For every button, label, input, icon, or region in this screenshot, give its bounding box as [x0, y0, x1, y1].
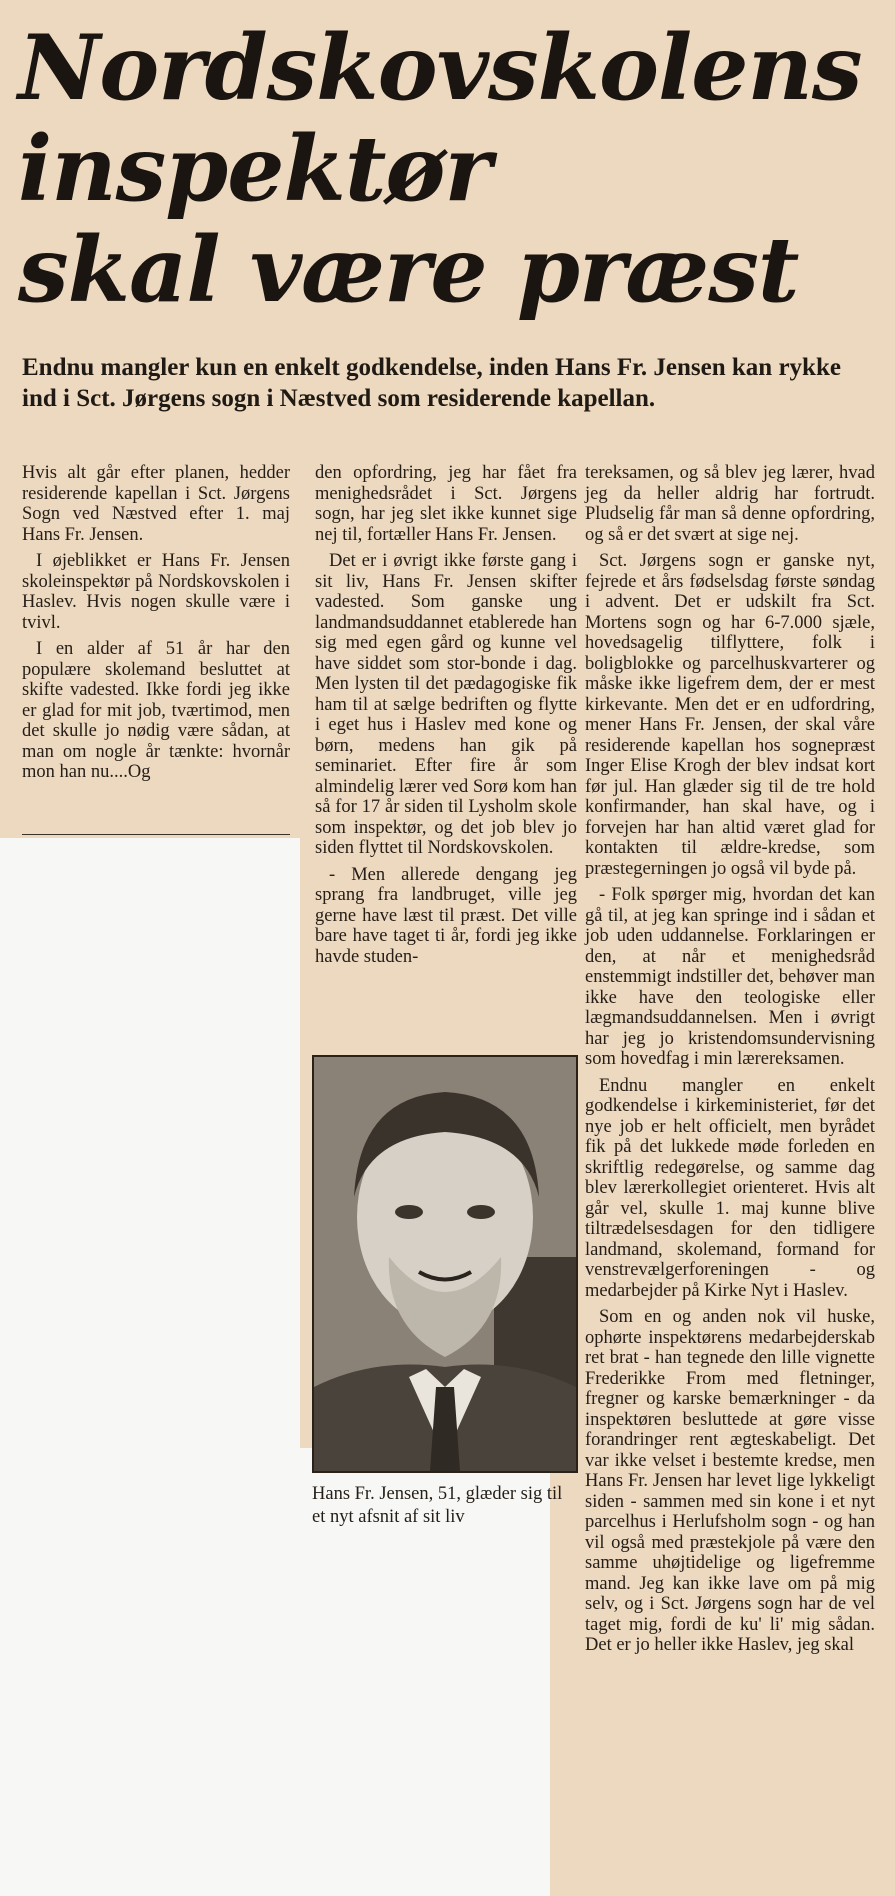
headline-line-1: Nordskovskolens	[18, 15, 862, 121]
headline	[18, 15, 878, 323]
article-column-3	[585, 463, 875, 1656]
column-1-paragraph: I øjeblikket er Hans Fr. Jensen skoleinspektør på Nordskovskolen i Haslev. Hvis nogen skulle være i tvivl.	[22, 551, 290, 633]
article-column-1	[22, 463, 290, 783]
photo-caption: Hans Fr. Jensen, 51, glæder sig til et nyt afsnit af sit liv	[312, 1484, 563, 1527]
column-1-paragraph: Hvis alt går efter planen, hedder residerende kapellan i Sct. Jørgens Sogn ved Næstved efter 1. maj Hans Fr. Jensen.	[22, 463, 290, 545]
column-1-paragraph: I en alder af 51 år har den populære skolemand besluttet at skifte vadested. Ikke fordi jeg ikke er glad for mit job, tværtimod, men det skulle jo nødig være sådan, at man om nogle år tænkte: hvornår mon han nu....Og	[22, 639, 290, 782]
headline-line-2: inspektør	[18, 116, 491, 222]
lead-paragraph: Endnu mangler kun en enkelt godkendelse, inden Hans Fr. Jensen kan rykke ind i Sct. Jørgens sogn i Næstved som residerende kapellan.	[22, 354, 841, 412]
portrait-photo-illustration	[314, 1057, 576, 1471]
column-2-paragraph: den opfordring, jeg har fået fra menighedsrådet i Sct. Jørgens sogn, har jeg slet ikke kunnet sige nej til, fortæller Hans Fr. Jensen.	[315, 463, 577, 545]
portrait-photo	[312, 1055, 578, 1473]
column-2-paragraph: Det er i øvrigt ikke første gang i sit liv, Hans Fr. Jensen skifter vadested. Som ganske ung landmandsuddannet etablerede han sig med egen gård og kunne vel have siddet som stor-bonde i dag. Men lysten til det pædagogiske fik ham til at sælge bedriften og flytte i eget hus i Haslev med kone og børn, medens han gik på seminariet. Efter fire år som almindelig lærer ved Sorø kom han så for 17 år siden til Lysholm skole som inspektør, og det job blev jo siden flyttet til Nordskovskolen.	[315, 551, 577, 858]
column-3-paragraph: Som en og anden nok vil huske, ophørte inspektørens medarbejderskab ret brat - han tegnede den lille vignette Frederikke From med fletninger, fregner og karske bemærkninger - da inspektøren besluttede at gøre visse forandringer rent ægteskabeligt. Det var ikke velset i bestemte kredse, men Hans Fr. Jensen har levet lige lykkeligt siden - sammen med sin kone i et nyt parcelhus i Herlufsholm sogn - og han vil også med præstekjole på være den samme uhøjtidelige og ligefremme mand. Jeg kan ikke lave om på mig selv, og i Sct. Jørgens sogn har de vel taget mig, fordi de ku' li' mig sådan. Det er jo heller ikke Haslev, jeg skal	[585, 1307, 875, 1655]
article-column-2	[315, 463, 577, 967]
column-3-paragraph: tereksamen, og så blev jeg lærer, hvad jeg da heller aldrig har fortrudt. Pludselig får man så denne opfordring, og så er det svært at sige nej.	[585, 463, 875, 545]
column-3-paragraph: Endnu mangler en enkelt godkendelse i kirkeministeriet, før det nye job er helt officielt, men byrådet fik på det lukkede møde forleden en skriftlig redegørelse, og samme dag blev lærerkollegiet orienteret. Hvis alt går vel, skulle 1. maj kunne blive tiltrædelsesdagen for den tidligere landmand, skolemand, formand for venstrevælgerforeningen - og medarbejder på Kirke Nyt i Haslev.	[585, 1075, 875, 1301]
column-3-paragraph: - Folk spørger mig, hvordan det kan gå til, at jeg kan springe ind i sådan et job uden uddannelse. Forklaringen er den, at når et menighedsråd enstemmigt indstiller det, behøver man ikke have den teologiske eller lægmandsuddannelsen. Men i øvrigt har jeg jo kristendomsundervisning som hovedfag i min lærereksamen.	[585, 885, 875, 1069]
column-2-paragraph: - Men allerede dengang jeg sprang fra landbruget, ville jeg gerne have læst til præst. Det ville bare have taget ti år, fordi jeg ikke havde studen-	[315, 864, 577, 967]
column-3-paragraph: Sct. Jørgens sogn er ganske nyt, fejrede et års fødselsdag første søndag i advent. Det er udskilt fra Sct. Mortens sogn og har 6-7.000 sjæle, hovedsagelig tilflyttere, folk i boligblokke og parcelhuskvarterer og måske ikke ligefrem dem, der er mest kirkevante. Men det er en udfordring, mener Hans Fr. Jensen, der skal våre residerende kapellan hos sognepræst Inger Elise Krogh der blev indsat kort før jul. Han glæder sig til de tre hold konfirmander, han skal have, og i forvejen har han altid været glad for kontakten til ældre-kredse, som præstegerningen jo også vil byde på.	[585, 551, 875, 879]
column-1-end-rule	[22, 834, 290, 835]
headline-line-3: skal være præst	[18, 217, 799, 323]
